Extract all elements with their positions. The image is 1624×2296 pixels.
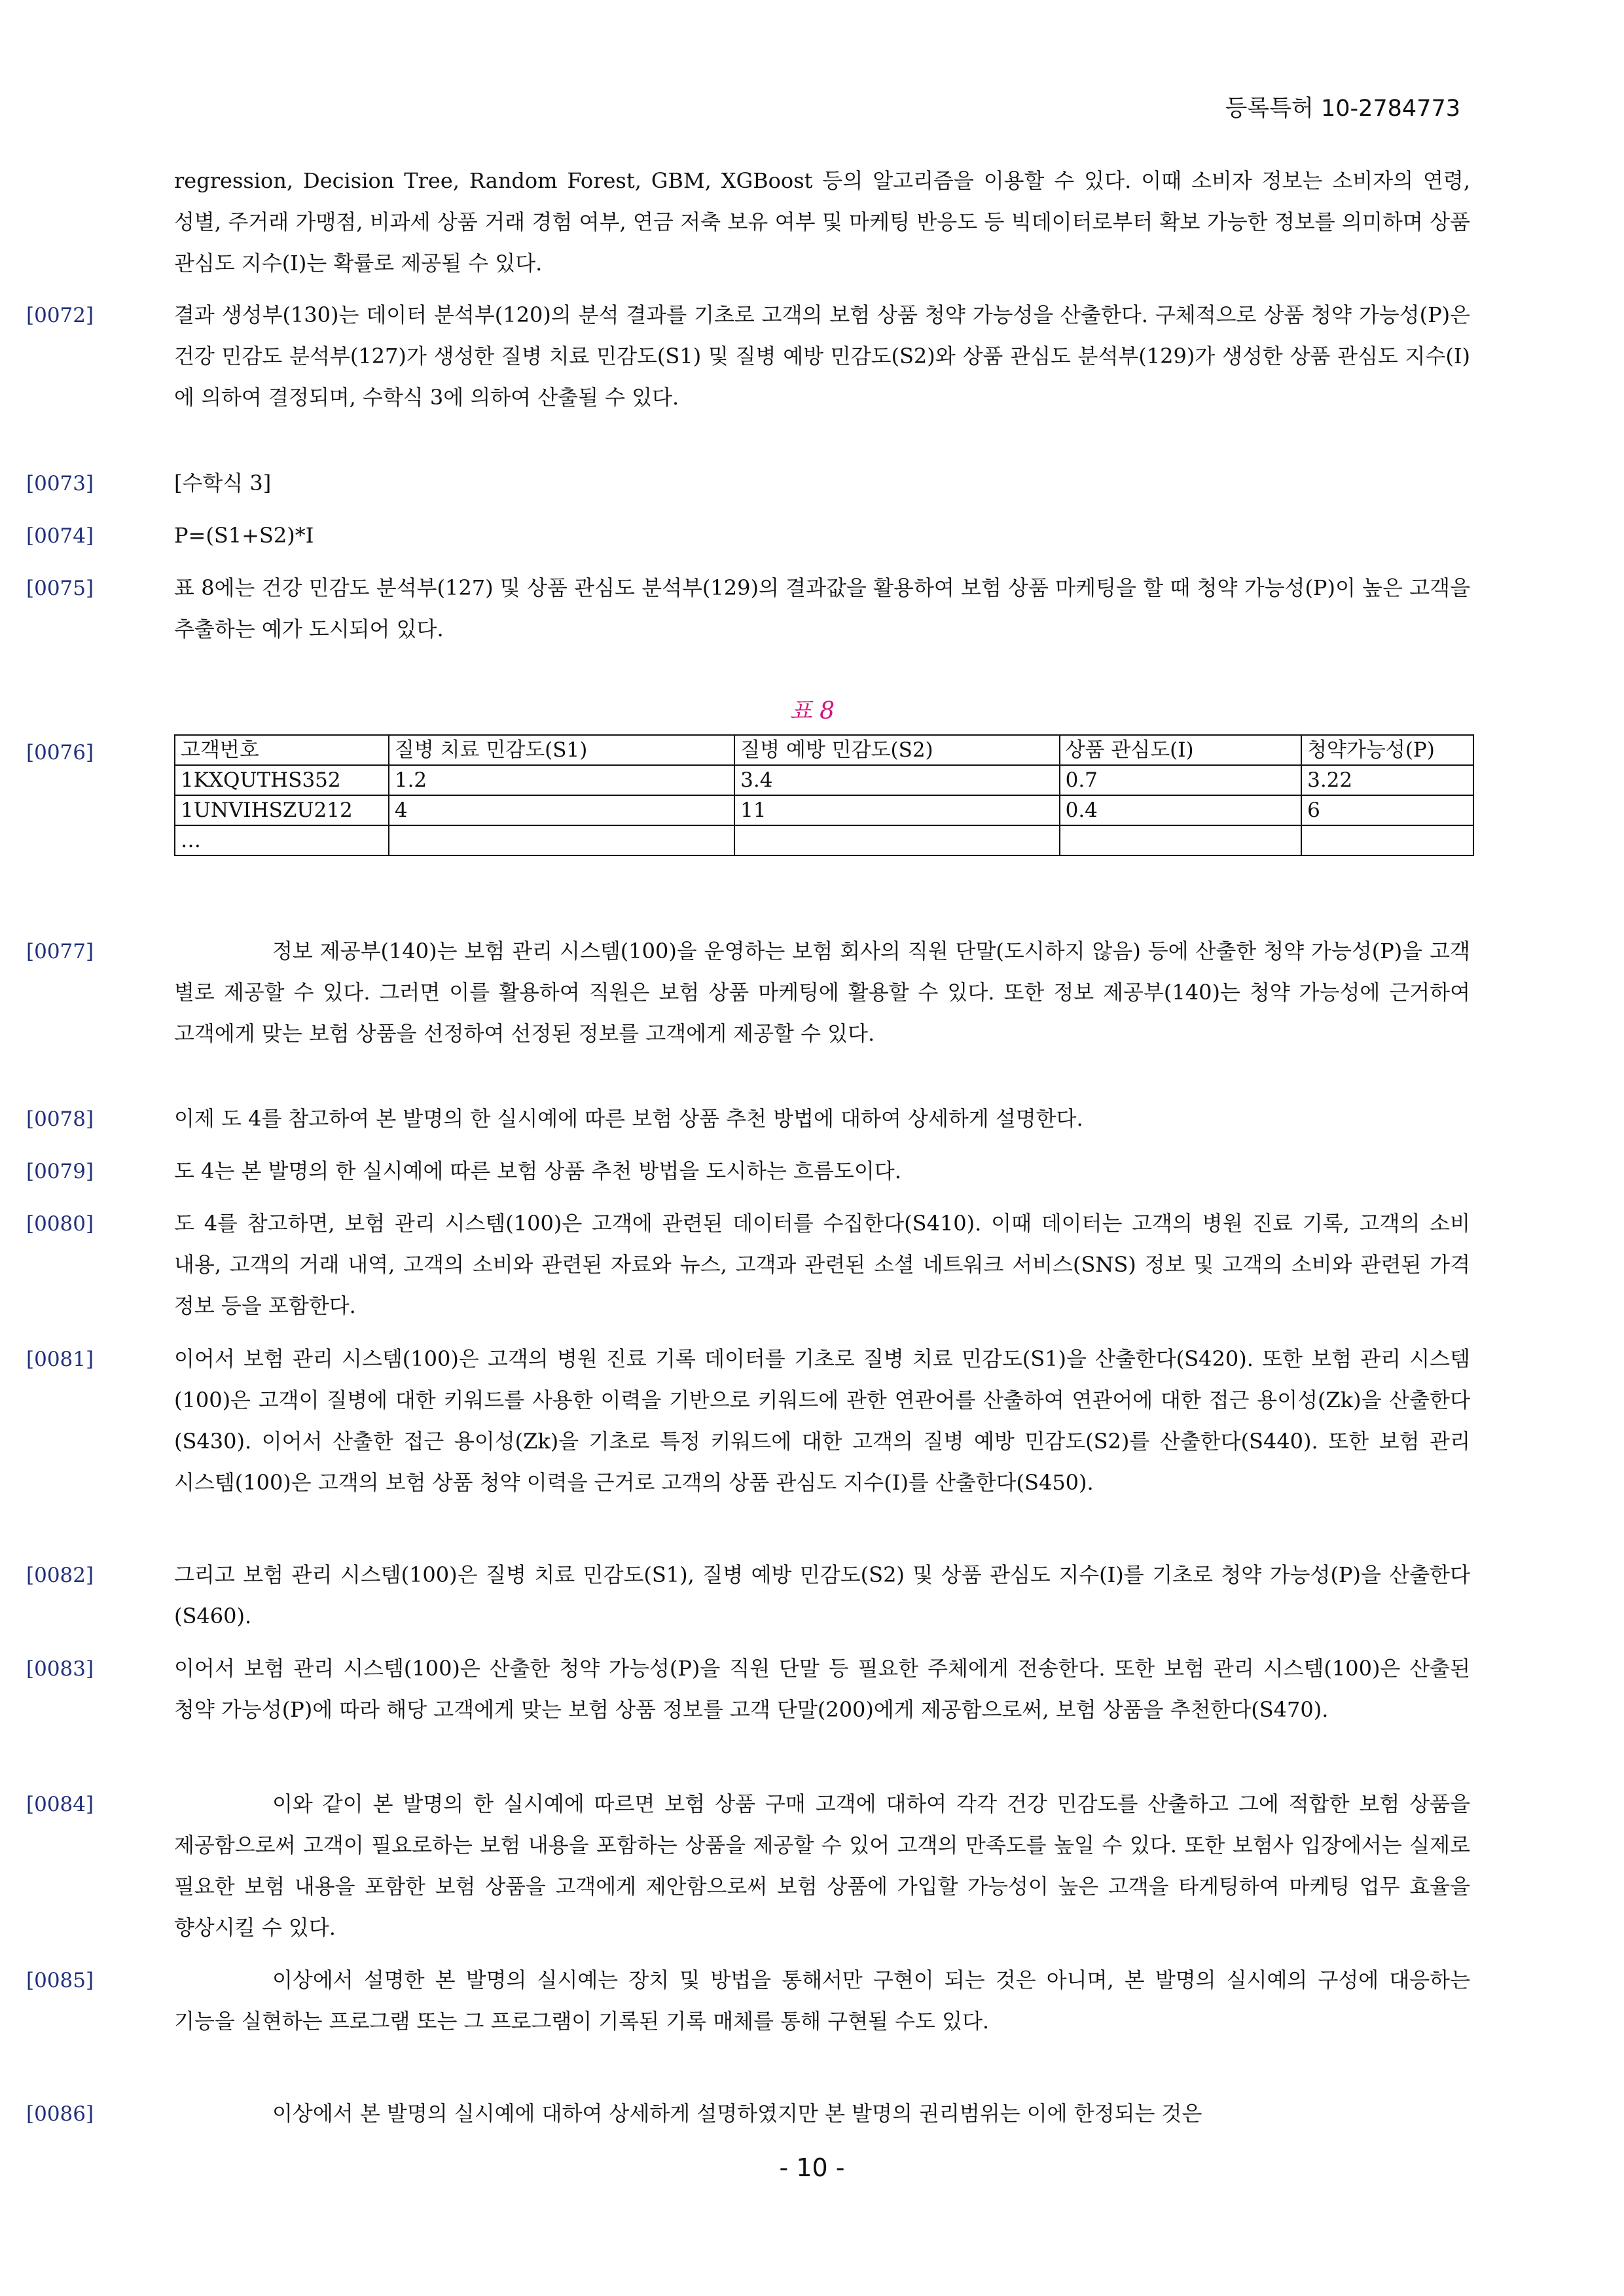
- table-row: [175, 765, 1473, 795]
- table-header-row: [175, 735, 1473, 765]
- paragraph-text: 도 4를 참고하면, 보험 관리 시스템(100)은 고객에 관련된 데이터를 수집한다(S410). 이때 데이터는 고객의 병원 진료 기록, 고객의 소비 내용, 고객의 거래 내역, 고객의 소비와 관련된 자료와 뉴스, 고객과 관련된 소셜 네트워크 서비스(SNS) 정보 및 고객의 소비와 관련된 가격 정보 등을 포함한다.: [174, 1211, 1477, 1318]
- paragraph-number: [0073]: [26, 472, 94, 495]
- table-cell: 11: [734, 795, 1059, 825]
- table-row: [175, 825, 1473, 855]
- paragraph-number: [0078]: [26, 1107, 94, 1131]
- table-cell: 3.4: [734, 765, 1059, 795]
- paragraph-text: 그리고 보험 관리 시스템(100)은 질병 치료 민감도(S1), 질병 예방 민감도(S2) 및 상품 관심도 지수(I)를 기초로 청약 가능성(P)을 산출한다(S460).: [174, 1562, 1470, 1628]
- table-cell: 6: [1301, 795, 1473, 825]
- paragraph-number: [0079]: [26, 1160, 94, 1183]
- table-header-cell: 질병 예방 민감도(S2): [734, 735, 1059, 765]
- table-cell: 1.2: [389, 765, 734, 795]
- paragraph-number: [0085]: [26, 1969, 94, 1992]
- paragraph-number: [0076]: [26, 741, 94, 764]
- paragraph-text: 결과 생성부(130)는 데이터 분석부(120)의 분석 결과를 기초로 고객의 보험 상품 청약 가능성을 산출한다. 구체적으로 상품 청약 가능성(P)은 건강 민감도 분석부(127)가 생성한 질병 치료 민감도(S1) 및 질병 예방 민감도(S2)와 상품 관심도 분석부(129)가 생성한 상품 관심도 지수(I)에 의하여 결정되며, 수학식 3에 의하여 산출될 수 있다.: [174, 302, 1477, 410]
- paragraph-number: [0077]: [26, 940, 94, 963]
- table-row: [175, 795, 1473, 825]
- table-cell: 3.22: [1301, 765, 1473, 795]
- paragraph-number: [0080]: [26, 1212, 94, 1236]
- data-table: [174, 734, 1474, 856]
- table-cell: 1UNVIHSZU212: [175, 795, 389, 825]
- table-cell: [1060, 825, 1302, 855]
- formula-text: P=(S1+S2)*I: [174, 523, 314, 548]
- paragraph-text: 이상에서 본 발명의 실시예에 대하여 상세하게 설명하였지만 본 발명의 권리범위는 이에 한정되는 것은: [272, 2101, 1202, 2126]
- paragraph-text: 도 4는 본 발명의 한 실시예에 따른 보험 상품 추천 방법을 도시하는 흐름도이다.: [174, 1158, 901, 1183]
- table-header-cell: 질병 치료 민감도(S1): [389, 735, 734, 765]
- paragraph-text: regression, Decision Tree, Random Forest, GBM, XGBoost 등의 알고리즘을 이용할 수 있다. 이때 소비자 정보는 소비자의 연령, 성별, 주거래 가맹점, 비과세 상품 거래 경험 여부, 연금 저축 보유 여부 및 마케팅 반응도 등 빅데이터로부터 확보 가능한 정보를 의미하며 상품 관심도 지수(I)는 확률로 제공될 수 있다.: [174, 168, 1477, 276]
- table-cell: …: [175, 825, 389, 855]
- table-header-cell: 상품 관심도(I): [1060, 735, 1302, 765]
- paragraph-number: [0083]: [26, 1657, 94, 1681]
- table-header-cell: 고객번호: [175, 735, 389, 765]
- table-cell: 4: [389, 795, 734, 825]
- paragraph-text: 이제 도 4를 참고하여 본 발명의 한 실시예에 따른 보험 상품 추천 방법에 대하여 상세하게 설명한다.: [174, 1106, 1083, 1131]
- paragraph-text: 이상에서 설명한 본 발명의 실시예는 장치 및 방법을 통해서만 구현이 되는 것은 아니며, 본 발명의 실시예의 구성에 대응하는 기능을 실현하는 프로그램 또는 그 프로그램이 기록된 기록 매체를 통해 구현될 수도 있다.: [174, 1967, 1477, 2034]
- paragraph-number: [0074]: [26, 524, 94, 548]
- table-cell: [1301, 825, 1473, 855]
- patent-number-header: 등록특허 10-2784773: [1225, 96, 1460, 122]
- paragraph-text: 이어서 보험 관리 시스템(100)은 고객의 병원 진료 기록 데이터를 기초로 질병 치료 민감도(S1)을 산출한다(S420). 또한 보험 관리 시스템(100)은 고객이 질병에 대한 키워드를 사용한 이력을 기반으로 키워드에 관한 연관어를 산출하여 연관어에 대한 접근 용이성(Zk)을 산출한다(S430). 이어서 산출한 접근 용이성(Zk)을 기초로 특정 키워드에 대한 고객의 질병 예방 민감도(S2)를 산출한다(S440). 또한 보험 관리 시스템(100)은 고객의 보험 상품 청약 이력을 근거로 고객의 상품 관심도 지수(I)를 산출한다(S450).: [174, 1346, 1477, 1495]
- paragraph-number: [0084]: [26, 1793, 94, 1816]
- table-header-cell: 청약가능성(P): [1301, 735, 1473, 765]
- paragraph-number: [0081]: [26, 1348, 94, 1371]
- table-title: 표 8: [789, 698, 835, 725]
- paragraph-text: 정보 제공부(140)는 보험 관리 시스템(100)을 운영하는 보험 회사의 직원 단말(도시하지 않음) 등에 산출한 청약 가능성(P)을 고객 별로 제공할 수 있다. 그러면 이를 활용하여 직원은 보험 상품 마케팅에 활용할 수 있다. 또한 정보 제공부(140)는 청약 가능성에 근거하여 고객에게 맞는 보험 상품을 선정하여 선정된 정보를 고객에게 제공할 수 있다.: [174, 939, 1477, 1046]
- paragraph-text: 표 8에는 건강 민감도 분석부(127) 및 상품 관심도 분석부(129)의 결과값을 활용하여 보험 상품 마케팅을 할 때 청약 가능성(P)이 높은 고객을 추출하는 예가 도시되어 있다.: [174, 575, 1477, 641]
- paragraph-text: [수학식 3]: [174, 471, 272, 495]
- paragraph-text: 이어서 보험 관리 시스템(100)은 산출한 청약 가능성(P)을 직원 단말 등 필요한 주체에게 전송한다. 또한 보험 관리 시스템(100)은 산출된 청약 가능성(P)에 따라 해당 고객에게 맞는 보험 상품 정보를 고객 단말(200)에게 제공함으로써, 보험 상품을 추천한다(S470).: [174, 1656, 1477, 1722]
- paragraph-number: [0086]: [26, 2102, 94, 2126]
- table-cell: 0.7: [1060, 765, 1302, 795]
- page-number: - 10 -: [779, 2153, 845, 2182]
- table-cell: 0.4: [1060, 795, 1302, 825]
- paragraph-number: [0075]: [26, 577, 94, 600]
- table-cell: [734, 825, 1059, 855]
- paragraph-text: 이와 같이 본 발명의 한 실시예에 따르면 보험 상품 구매 고객에 대하여 각각 건강 민감도를 산출하고 그에 적합한 보험 상품을 제공함으로써 고객이 필요로하는 보험 내용을 포함하는 상품을 제공할 수 있어 고객의 만족도를 높일 수 있다. 또한 보험사 입장에서는 실제로 필요한 보험 내용을 포함한 보험 상품을 고객에게 제안함으로써 보험 상품에 가입할 가능성이 높은 고객을 타게팅하여 마케팅 업무 효율을 향상시킬 수 있다.: [174, 1791, 1477, 1940]
- paragraph-number: [0072]: [26, 304, 94, 327]
- table-cell: 1KXQUTHS352: [175, 765, 389, 795]
- table-cell: [389, 825, 734, 855]
- paragraph-number: [0082]: [26, 1564, 94, 1587]
